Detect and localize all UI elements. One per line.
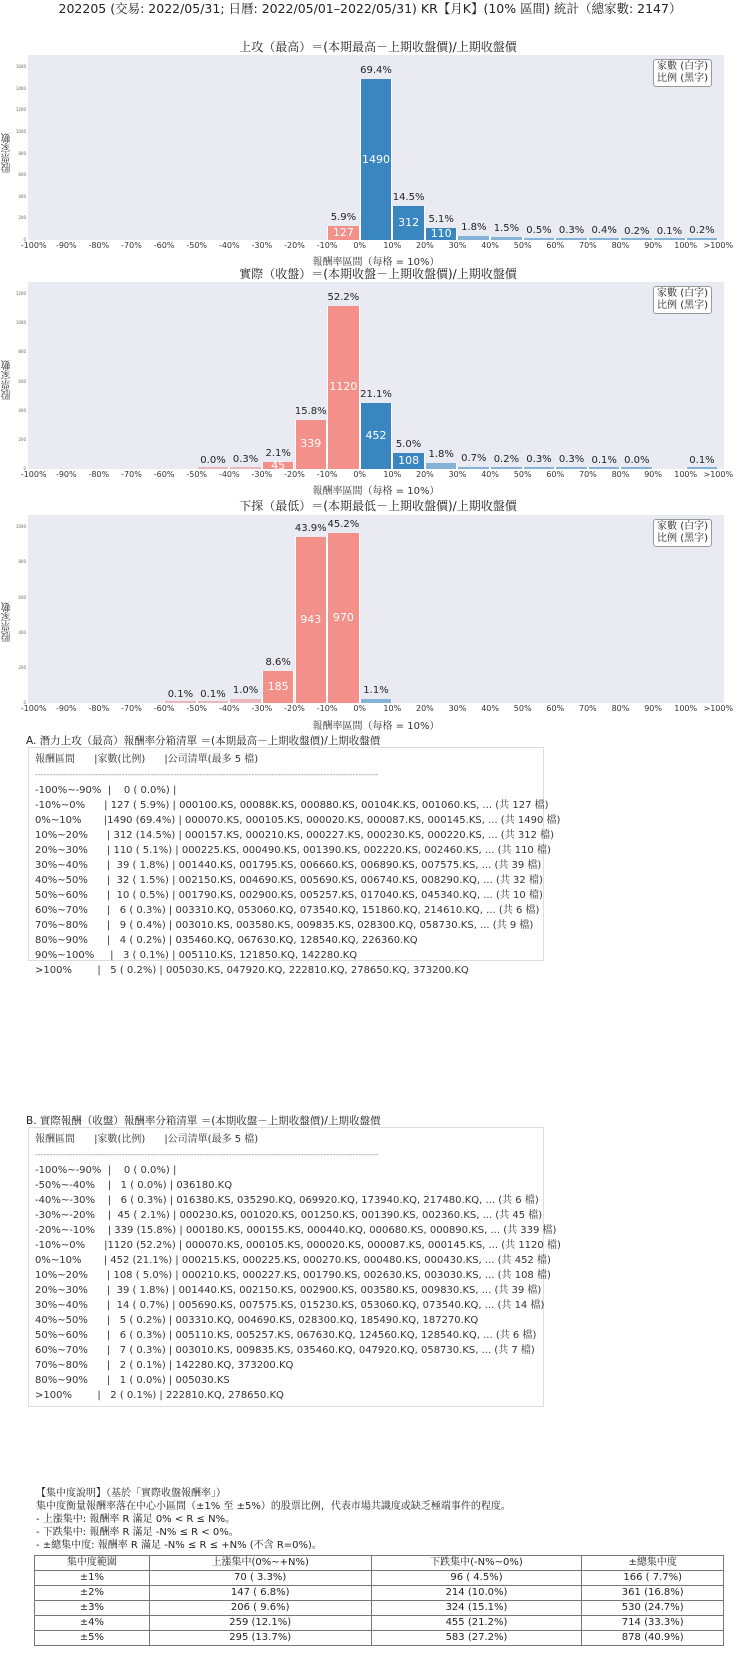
x-tick-label: 100% (674, 241, 698, 250)
y-tick-label: 1400 (15, 85, 26, 91)
x-tick-label: 100% (674, 470, 698, 479)
x-tick-label: -60% (153, 241, 175, 250)
bar-pct-label: 0.0% (624, 454, 650, 466)
histogram-bar (490, 467, 523, 469)
histogram-bar (523, 467, 556, 469)
list-item: 90%~100% | 3 ( 0.1%) | 005110.KS, 121850.KQ, 142280.KQ (35, 950, 358, 961)
y-tick-label: 600 (18, 172, 26, 178)
x-tick-label: -10% (316, 241, 338, 250)
x-tick-label: 30% (448, 470, 467, 479)
x-tick-label: 0% (353, 241, 367, 250)
x-tick-label: 40% (481, 704, 499, 713)
bar-pct-label: 0.1% (689, 454, 715, 466)
y-tick-label: 1000 (15, 320, 26, 326)
bar-pct-label: 0.4% (591, 225, 617, 237)
table-cell: ±2% (35, 1586, 150, 1601)
histogram-bar (327, 226, 360, 240)
table-cell: 530 (24.7%) (582, 1601, 724, 1616)
list-item: 40%~50% | 32 ( 1.5%) | 002150.KS, 004690.KS, 005690.KS, 006740.KS, 008290.KQ, ... (共 32 檔) (35, 875, 543, 886)
x-axis-label: 報酬率區間（每格 = 10%） (312, 721, 440, 732)
list-item: 20%~30% | 39 ( 1.8%) | 001440.KS, 002150.KS, 002900.KS, 003580.KS, 009830.KS, ... (共 39 檔) (35, 1285, 542, 1296)
list-item: 70%~80% | 9 ( 0.4%) | 003010.KS, 003580.KS, 009835.KS, 028300.KQ, 058730.KS, ... (共 9 檔) (35, 920, 534, 931)
bar-pct-label: 15.8% (294, 405, 327, 417)
y-tick-label: 400 (18, 193, 26, 199)
bar-pct-label: 0.3% (558, 453, 585, 465)
bar-pct-label: 0.3% (558, 225, 585, 237)
bar-pct-label: 2.1% (265, 448, 291, 460)
x-tick-label: 50% (513, 241, 532, 250)
table-cell: ±1% (35, 1571, 150, 1586)
legend-count-label: 家數 (白字) (657, 61, 708, 72)
table-cell: ±3% (35, 1601, 150, 1616)
x-tick-label: 90% (644, 470, 662, 479)
list-separator: ----------------------------------------------------------------------------------------------------------------------- (35, 770, 379, 779)
x-tick-label: 80% (611, 241, 630, 250)
bar-pct-label: 0.2% (689, 225, 715, 237)
bar-count-label: 339 (300, 437, 322, 451)
list-item: 30%~40% | 39 ( 1.8%) | 001440.KS, 001795.KS, 006660.KS, 006890.KS, 007575.KS, ... (共 39 檔) (35, 860, 542, 871)
notes-item-total: - ±總集中度: 報酬率 R 滿足 -N% ≤ R ≤ +N% (不含 R=0%)。 (36, 1540, 322, 1551)
y-tick-label: 800 (18, 349, 26, 355)
bar-pct-label: 5.9% (330, 212, 357, 224)
notes-desc: 集中度衡量報酬率落在中心小區間（±1% 至 ±5%）的股票比例，代表市場共識度或缺乏極端事件的程度。 (36, 1501, 511, 1512)
histogram-bar (620, 467, 653, 469)
x-tick-label: -70% (121, 470, 142, 479)
x-tick-label: -60% (153, 704, 175, 713)
bar-pct-label: 1.1% (363, 684, 389, 696)
bar-pct-label: 45.2% (327, 518, 360, 530)
x-tick-label: -50% (186, 704, 208, 713)
list-item: >100% | 5 ( 0.2%) | 005030.KS, 047920.KQ, 222810.KQ, 278650.KQ, 373200.KQ (35, 965, 469, 976)
histogram-bar (197, 701, 230, 703)
col-header: 集中度範圍 (35, 1556, 150, 1571)
x-tick-label: -40% (218, 241, 240, 250)
legend-pct-label: 比例 (黑字) (657, 533, 708, 544)
x-tick-label: 70% (579, 470, 597, 479)
list-item: 0%~10% |1490 (69.4%) | 000070.KS, 000105.KS, 000020.KS, 000087.KS, 000145.KS, ... (共 1490 檔) (35, 815, 561, 826)
y-tick-label: 1200 (15, 291, 26, 297)
col-header: 下跌集中(-N%~0%) (371, 1556, 582, 1571)
x-tick-label: 10% (383, 241, 402, 250)
histogram-bar (295, 537, 328, 703)
table-cell: 878 (40.9%) (582, 1631, 724, 1646)
list-item: -30%~-20% | 45 ( 2.1%) | 000230.KS, 001020.KS, 001250.KS, 001390.KS, 002360.KS, ... (共 45 檔) (35, 1210, 543, 1221)
table-cell: ±5% (35, 1631, 150, 1646)
list-item: 80%~90% | 1 ( 0.0%) | 005030.KS (35, 1375, 230, 1386)
bar-count-label: 127 (332, 226, 354, 240)
x-tick-label: -20% (284, 241, 305, 250)
concentration-notes (36, 1487, 511, 1552)
x-tick-label: -100% (20, 470, 47, 479)
bar-count-label: 185 (267, 679, 289, 693)
x-tick-label: 90% (644, 704, 662, 713)
chart-actual-close (0, 265, 740, 497)
list-separator: ----------------------------------------------------------------------------------------------------------------------- (35, 1150, 379, 1159)
bar-pct-label: 0.0% (200, 454, 226, 466)
x-tick-label: -30% (251, 470, 273, 479)
table-cell: 70 ( 3.3%) (149, 1571, 371, 1586)
list-item: -100%~-90% | 0 ( 0.0%) | (35, 1165, 177, 1176)
concentration-table-body (35, 1571, 724, 1646)
bar-count-label: 108 (398, 454, 420, 468)
histogram-bar (229, 467, 262, 469)
x-tick-label: 20% (416, 470, 434, 479)
histogram-bar (620, 238, 653, 240)
list-item: 10%~20% | 108 ( 5.0%) | 000210.KS, 000227.KS, 001790.KS, 002630.KS, 003030.KS, ... (共 108 檔) (35, 1270, 551, 1281)
table-row (35, 1631, 724, 1646)
table-cell: 214 (10.0%) (371, 1586, 582, 1601)
notes-title: 【集中度說明】（基於「實際收盤報酬率」） (36, 1488, 226, 1499)
col-header: ±總集中度 (582, 1556, 724, 1571)
list-item: -10%~0% |1120 (52.2%) | 000070.KS, 000105.KS, 000020.KS, 000087.KS, 000145.KS, ... (共 1120 檔) (35, 1240, 561, 1251)
list-b-box (28, 1127, 561, 1407)
y-tick-label: 1000 (15, 128, 26, 134)
legend-box (653, 519, 712, 547)
bar-count-label: 1490 (361, 152, 390, 166)
list-item: 20%~30% | 110 ( 5.1%) | 000225.KS, 000490.KS, 001390.KS, 002220.KS, 002460.KS, ... (共 110 檔) (35, 845, 551, 856)
histogram-bar (588, 238, 621, 240)
list-item: >100% | 2 ( 0.1%) | 222810.KQ, 278650.KQ (35, 1390, 284, 1401)
x-tick-label: 20% (416, 704, 434, 713)
concentration-table (34, 1555, 724, 1646)
x-tick-label: -40% (218, 470, 240, 479)
y-tick-label: 400 (18, 407, 26, 413)
list-item: 60%~70% | 7 ( 0.3%) | 003010.KS, 009835.KS, 035460.KQ, 047920.KQ, 058730.KS, ... (共 7 檔) (35, 1345, 535, 1356)
y-tick-label: 0 (23, 466, 26, 471)
x-tick-label: -90% (55, 470, 77, 479)
table-cell: 455 (21.2%) (371, 1616, 582, 1631)
x-tick-label: -40% (218, 704, 240, 713)
chart-title: 實際（收盤）＝(本期收盤－上期收盤價)/上期收盤價 (239, 267, 517, 281)
table-row (35, 1571, 724, 1586)
x-tick-label: -60% (153, 470, 175, 479)
list-item: 70%~80% | 2 ( 0.1%) | 142280.KQ, 373200.KQ (35, 1360, 294, 1371)
histogram-bar (457, 236, 490, 240)
table-cell: 147 ( 6.8%) (149, 1586, 371, 1601)
legend-box (653, 286, 712, 314)
bar-pct-label: 21.1% (360, 389, 392, 401)
legend-box (653, 59, 712, 87)
histogram-bar (327, 533, 360, 703)
x-axis-label: 報酬率區間（每格 = 10%） (312, 486, 440, 497)
bar-pct-label: 5.0% (395, 439, 422, 451)
list-a-title: A. 潛力上攻（最高）報酬率分箱清單 ＝(本期最高－上期收盤價)/上期收盤價 (26, 735, 381, 747)
histogram-bar (295, 420, 328, 469)
x-tick-label: >100% (703, 241, 734, 250)
bar-pct-label: 1.8% (461, 221, 487, 233)
bar-pct-label: 0.1% (200, 688, 226, 700)
list-item: 0%~10% | 452 (21.1%) | 000215.KS, 000225.KS, 000270.KS, 000480.KS, 000430.KS, ... (共 452 檔) (35, 1255, 551, 1266)
table-cell: 206 ( 9.6%) (149, 1601, 371, 1616)
table-cell: 295 (13.7%) (149, 1631, 371, 1646)
x-tick-label: 60% (546, 470, 565, 479)
bar-pct-label: 0.1% (167, 688, 194, 700)
bar-count-label: 970 (332, 610, 354, 624)
y-tick-label: 1000 (15, 524, 26, 530)
bar-pct-label: 1.0% (232, 685, 259, 697)
list-item: 50%~60% | 6 ( 0.3%) | 005110.KS, 005257.KS, 067630.KQ, 124560.KQ, 128540.KQ, ... (共 6 檔) (35, 1330, 537, 1341)
x-tick-label: -80% (88, 241, 110, 250)
y-tick-label: 600 (18, 378, 26, 384)
bar-pct-label: 14.5% (392, 192, 425, 204)
x-tick-label: >100% (703, 470, 734, 479)
bar-pct-label: 0.5% (526, 224, 552, 236)
x-tick-label: 70% (579, 241, 597, 250)
histogram-bar (197, 467, 230, 469)
table-cell: 583 (27.2%) (371, 1631, 582, 1646)
x-tick-label: 50% (513, 704, 532, 713)
bar-pct-label: 0.1% (656, 225, 683, 237)
histogram-bar (360, 699, 393, 703)
list-item: -50%~-40% | 1 ( 0.0%) | 036180.KQ (35, 1180, 233, 1191)
y-tick-label: 400 (18, 629, 26, 635)
plot-area (28, 282, 724, 472)
x-tick-label: -10% (316, 470, 338, 479)
list-item: -100%~-90% | 0 ( 0.0%) | (35, 785, 177, 796)
legend-count-label: 家數 (白字) (657, 288, 708, 299)
histogram-bar (588, 467, 621, 469)
x-tick-label: 100% (674, 704, 698, 713)
x-tick-label: 30% (448, 704, 467, 713)
list-item: -40%~-30% | 6 ( 0.3%) | 016380.KS, 035290.KQ, 069920.KQ, 173940.KQ, 217480.KQ, ... (共 6 檔) (35, 1195, 539, 1206)
bar-count-label: 45 (271, 458, 286, 472)
histogram-bar (457, 467, 490, 469)
table-row (35, 1586, 724, 1601)
legend-pct-label: 比例 (黑字) (657, 300, 708, 311)
x-tick-label: >100% (703, 704, 734, 713)
x-tick-label: 90% (644, 241, 662, 250)
x-tick-label: 10% (383, 704, 402, 713)
bar-pct-label: 1.8% (428, 449, 454, 461)
histogram-bar (686, 467, 719, 469)
bar-pct-label: 52.2% (327, 291, 360, 303)
y-tick-label: 600 (18, 594, 26, 600)
histogram-bar (490, 237, 523, 240)
bar-count-label: 452 (365, 429, 387, 443)
x-tick-label: 20% (416, 241, 434, 250)
list-item: 10%~20% | 312 (14.5%) | 000157.KS, 000210.KS, 000227.KS, 000230.KS, 000220.KS, ... (共 312 檔) (35, 830, 555, 841)
x-tick-label: 40% (481, 470, 499, 479)
bar-pct-label: 43.9% (294, 523, 327, 535)
bar-pct-label: 0.7% (461, 452, 487, 464)
y-tick-label: 800 (18, 150, 26, 156)
x-tick-label: -100% (20, 704, 47, 713)
x-tick-label: -70% (121, 704, 142, 713)
col-header: 上漲集中(0%~+N%) (149, 1556, 371, 1571)
plot-area (28, 515, 724, 703)
x-tick-label: -70% (121, 241, 142, 250)
bar-count-label: 1120 (329, 380, 358, 394)
bar-count-label: 943 (300, 613, 322, 627)
x-tick-label: 80% (611, 704, 630, 713)
histogram-bar (686, 238, 719, 240)
y-tick-label: 0 (23, 237, 26, 242)
y-axis-label: 股票家數 (2, 602, 13, 642)
x-tick-label: -50% (186, 470, 208, 479)
x-tick-label: -30% (251, 241, 273, 250)
bar-count-label: 312 (398, 216, 420, 230)
bar-pct-label: 5.1% (428, 214, 454, 226)
bar-pct-label: 1.5% (493, 222, 520, 234)
list-item: 40%~50% | 5 ( 0.2%) | 003310.KQ, 004690.KS, 028300.KQ, 185490.KQ, 187270.KQ (35, 1315, 479, 1326)
histogram-bar (653, 238, 686, 240)
x-tick-label: 70% (579, 704, 597, 713)
list-item: 30%~40% | 14 ( 0.7%) | 005690.KS, 007575.KS, 015230.KS, 053060.KQ, 073540.KQ, ... (共 14 檔) (35, 1300, 545, 1311)
list-header: 報酬區間 |家數(比例) |公司清單(最多 5 檔) (35, 754, 259, 765)
main-title: 202205 (交易: 2022/05/31; 日曆: 2022/05/01–2022/05/31) KR【月K】(10% 區間) 統計（總家數: 2147） (58, 1, 682, 16)
list-item: 50%~60% | 10 ( 0.5%) | 001790.KS, 002900.KS, 005257.KS, 017040.KS, 045340.KQ, ... (共 10 檔) (35, 890, 543, 901)
chart-title: 下探（最低）＝(本期最低－上期收盤價)/上期收盤價 (239, 499, 517, 513)
list-a-box (28, 747, 561, 976)
x-tick-label: 30% (448, 241, 467, 250)
list-item: -10%~0% | 127 ( 5.9%) | 000100.KS, 00088K.KS, 000880.KS, 00104K.KS, 001060.KS, ... (共 127 檔) (35, 800, 549, 811)
y-tick-label: 1600 (15, 64, 26, 70)
histogram-bar (360, 79, 393, 240)
table-cell: 166 ( 7.7%) (582, 1571, 724, 1586)
histogram-bar (555, 238, 588, 240)
y-axis-label: 股票家數 (2, 133, 13, 173)
table-header-row (35, 1556, 724, 1571)
histogram-bar (523, 238, 556, 240)
x-tick-label: -10% (316, 704, 338, 713)
x-tick-label: 60% (546, 241, 565, 250)
y-axis-label: 股票家數 (2, 360, 13, 400)
histogram-bar (229, 699, 262, 703)
histogram-bar (327, 306, 360, 469)
x-tick-label: -20% (284, 704, 305, 713)
y-tick-label: 200 (18, 664, 26, 670)
list-b-title: B. 實際報酬（收盤）報酬率分箱清單 ＝(本期收盤－上期收盤價)/上期收盤價 (26, 1115, 381, 1127)
bar-pct-label: 69.4% (360, 65, 392, 76)
histogram-bar (262, 458, 295, 472)
x-axis-label: 報酬率區間（每格 = 10%） (312, 257, 440, 268)
bar-pct-label: 0.2% (493, 454, 520, 466)
notes-item-down: - 下跌集中: 報酬率 R 滿足 -N% ≤ R < 0%。 (36, 1527, 239, 1538)
table-row (35, 1616, 724, 1631)
x-tick-label: -20% (284, 470, 305, 479)
x-tick-label: 0% (353, 704, 367, 713)
y-tick-label: 200 (18, 436, 26, 442)
table-cell: 259 (12.1%) (149, 1616, 371, 1631)
y-tick-label: 1200 (15, 107, 26, 113)
bar-pct-label: 8.6% (265, 656, 291, 668)
legend-count-label: 家數 (白字) (657, 521, 708, 532)
plot-area (28, 55, 724, 240)
notes-item-up: - 上漲集中: 報酬率 R 滿足 0% < R ≤ N%。 (36, 1514, 236, 1525)
table-row (35, 1601, 724, 1616)
chart-upside-high (0, 38, 740, 268)
table-cell: 361 (16.8%) (582, 1586, 724, 1601)
y-tick-label: 800 (18, 559, 26, 565)
bar-pct-label: 0.3% (232, 454, 259, 466)
bar-count-label: 110 (430, 227, 452, 241)
x-tick-label: 50% (513, 470, 532, 479)
x-tick-label: 80% (611, 470, 630, 479)
histogram-bar (360, 403, 393, 469)
y-tick-label: 0 (23, 700, 26, 705)
table-cell: 96 ( 4.5%) (371, 1571, 582, 1586)
histogram-bar (425, 463, 458, 469)
legend-pct-label: 比例 (黑字) (657, 73, 708, 84)
list-item: -20%~-10% | 339 (15.8%) | 000180.KS, 000155.KS, 000440.KQ, 000680.KS, 000890.KS, ... (共 339 檔) (35, 1225, 557, 1236)
list-item: 80%~90% | 4 ( 0.2%) | 035460.KQ, 067630.KQ, 128540.KQ, 226360.KQ (35, 935, 418, 946)
x-tick-label: -50% (186, 241, 208, 250)
list-item: 60%~70% | 6 ( 0.3%) | 003310.KQ, 053060.KQ, 073540.KQ, 151860.KQ, 214610.KQ, ... (共 6 檔) (35, 905, 540, 916)
x-tick-label: -80% (88, 470, 110, 479)
table-cell: 324 (15.1%) (371, 1601, 582, 1616)
histogram-bar (555, 467, 588, 469)
histogram-bar (262, 671, 295, 704)
x-tick-label: -80% (88, 704, 110, 713)
x-tick-label: 0% (353, 470, 367, 479)
x-tick-label: 60% (546, 704, 565, 713)
chart-downside-low (0, 497, 740, 732)
bar-pct-label: 0.2% (624, 225, 650, 237)
list-header: 報酬區間 |家數(比例) |公司清單(最多 5 檔) (35, 1134, 259, 1145)
chart-title: 上攻（最高）＝(本期最高－上期收盤價)/上期收盤價 (239, 40, 517, 54)
x-tick-label: -30% (251, 704, 273, 713)
table-cell: 714 (33.3%) (582, 1616, 724, 1631)
x-tick-label: -100% (20, 241, 47, 250)
x-tick-label: 40% (481, 241, 499, 250)
bar-pct-label: 0.3% (526, 454, 552, 466)
histogram-bar (164, 701, 197, 703)
y-tick-label: 200 (18, 215, 26, 221)
x-tick-label: 10% (383, 470, 402, 479)
x-tick-label: -90% (55, 704, 77, 713)
table-cell: ±4% (35, 1616, 150, 1631)
x-tick-label: -90% (55, 241, 77, 250)
bar-pct-label: 0.1% (591, 454, 617, 466)
